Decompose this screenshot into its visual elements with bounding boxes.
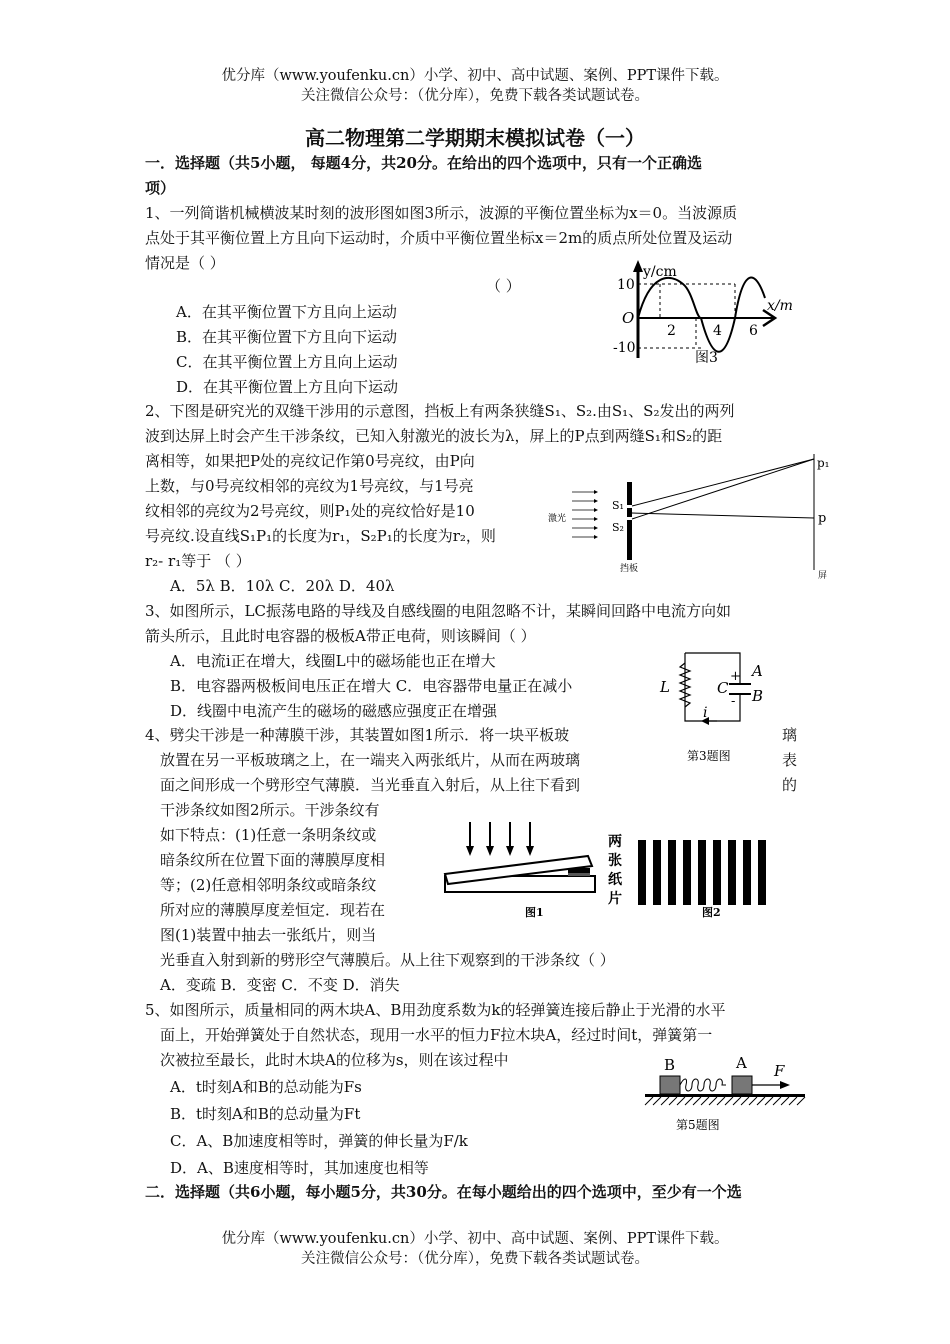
block-b <box>660 1076 680 1094</box>
q4-options: A．变疏 B．变密 C．不变 D．消失 <box>160 976 400 994</box>
barrier-bottom <box>627 520 632 560</box>
coil-icon <box>680 663 690 707</box>
header-line-1: 优分库（www.youfenku.cn）小学、初中、高中试题、案例、PPT课件下载。 <box>221 68 729 84</box>
fig1-label: 图1 <box>525 906 544 919</box>
spring-icon <box>680 1079 726 1091</box>
lc-caption: 第3题图 <box>687 749 731 763</box>
q4-text-2: 放置在另一平板玻璃之上，在一端夹入两张纸片，从而在两玻璃 <box>160 751 581 769</box>
q4-text-8: 所对应的薄膜厚度差恒定．现若在 <box>160 901 386 919</box>
s1-label: S₁ <box>612 499 624 512</box>
footer-line-2: 关注微信公众号：（优分库），免费下载各类试题试卷。 <box>301 1251 649 1267</box>
wave-tick-6: 6 <box>749 323 758 339</box>
q2-text-4: 上数，与0号亮纹相邻的亮纹为1号亮纹，与1号亮 <box>145 477 474 495</box>
q2-text-3: 离相等，如果把P处的亮纹记作第0号亮纹，由P向 <box>145 452 475 470</box>
q1-option-c: C．在其平衡位置上方且向上运动 <box>176 353 398 371</box>
q5-option-c: C．A、B加速度相等时，弹簧的伸长量为F/k <box>170 1132 468 1150</box>
board-label: 挡板 <box>620 564 639 574</box>
spring-label-f: F <box>774 1062 785 1080</box>
q1-option-b: B．在其平衡位置下方且向下运动 <box>176 328 398 346</box>
laser-label: 激光 <box>548 514 567 524</box>
q4-text-1-tail: 璃 <box>782 726 798 744</box>
q3-text-1: 3、如图所示，LC振荡电路的导线及自感线圈的电阻忽略不计，某瞬间回路中电流方向如 <box>145 602 731 620</box>
q4-text-4: 干涉条纹如图2所示。干涉条纹有 <box>160 801 380 819</box>
section2-heading: 二．选择题（共6小题，每小题5分，共30分。在每小题给出的四个选项中，至少有一个选 <box>145 1183 742 1201</box>
q3-text-2: 箭头所示，且此时电容器的极板A带正电荷，则该瞬间（ ） <box>145 627 536 645</box>
paper-strip-1 <box>568 868 590 873</box>
wedge-figure <box>440 818 770 923</box>
wave-caption: 图3 <box>695 350 718 366</box>
q3-option-a: A．电流i正在增大，线圈L中的磁场能也正在增大 <box>170 652 496 670</box>
p-label: p <box>818 511 827 526</box>
wave-ymin: -10 <box>613 340 636 356</box>
section1-heading: 一．选择题（共5小题， 每题4分，共20分。在给出的四个选项中，只有一个正确选 <box>145 154 702 172</box>
wave-ylabel: y/cm <box>643 264 677 280</box>
q4-text-1: 4、劈尖干涉是一种薄膜干涉，其装置如图1所示．将一块平板玻 <box>145 726 570 744</box>
q4-text-2-tail: 表 <box>782 751 798 769</box>
header-line-2: 关注微信公众号：（优分库），免费下载各类试题试卷。 <box>301 88 649 104</box>
q1-text-3: 情况是（ ） <box>145 254 225 272</box>
paper-label-1: 两 <box>608 834 622 850</box>
paper-label-3: 纸 <box>608 872 622 888</box>
q4-text-6: 暗条纹所在位置下面的薄膜厚度相 <box>160 851 386 869</box>
barrier-mid <box>627 508 632 517</box>
wave-curve <box>638 278 765 352</box>
q5-text-3: 次被拉至最长，此时木块A的位移为s，则在该过程中 <box>160 1051 509 1069</box>
q5-option-d: D．A、B速度相等时，其加速度也相等 <box>170 1159 429 1177</box>
wave-figure <box>605 258 800 370</box>
page-title: 高二物理第二学期期末模拟试卷（一） <box>305 126 645 150</box>
wave-origin: O <box>622 309 635 327</box>
spring-label-b: B <box>664 1056 676 1074</box>
q3-option-bc: B．电容器两极板间电压正在增大 C．电容器带电量正在减小 <box>170 677 573 695</box>
q4-text-5: 如下特点：(1)任意一条明条纹或 <box>160 826 377 844</box>
block-a <box>732 1076 752 1094</box>
lc-plus: + <box>730 669 741 684</box>
lc-B: B <box>752 687 764 705</box>
q2-text-5: 纹相邻的亮纹为2号亮纹，则P₁处的亮纹恰好是10 <box>145 502 475 520</box>
lc-minus: - <box>731 694 736 709</box>
q1-option-a: A．在其平衡位置下方且向上运动 <box>176 303 397 321</box>
q4-text-7: 等；(2)任意相邻明条纹或暗条纹 <box>160 876 377 894</box>
wave-tick-4: 4 <box>713 323 722 339</box>
p1-label: p₁ <box>817 456 830 470</box>
paper-label-2: 张 <box>608 853 622 869</box>
q5-text-2: 面上，开始弹簧处于自然状态，现用一水平的恒力F拉木块A，经过时间t，弹簧第一 <box>160 1026 713 1044</box>
q3-option-d: D．线圈中电流产生的磁场的磁感应强度正在增强 <box>170 702 498 720</box>
q2-text-7: r₂- r₁等于 （ ） <box>145 552 251 570</box>
q1-option-d: D．在其平衡位置上方且向下运动 <box>176 378 399 396</box>
q2-text-1: 2、下图是研究光的双缝干涉用的示意图，挡板上有两条狭缝S₁、S₂.由S₁、S₂发出的两列 <box>145 402 735 420</box>
q2-text-2: 波到达屏上时会产生干涉条纹，已知入射激光的波长为λ，屏上的P点到两缝S₁和S₂的距 <box>145 427 723 445</box>
paper-strip-2 <box>568 873 590 876</box>
screen-label: 屏 <box>818 571 828 581</box>
q4-text-9: 图(1)装置中抽去一张纸片，则当 <box>160 926 377 944</box>
q5-option-b: B．t时刻A和B的总动量为Ft <box>170 1105 361 1123</box>
q4-text-3-tail: 的 <box>782 776 798 794</box>
lc-i: i <box>703 705 708 721</box>
footer-line-1: 优分库（www.youfenku.cn）小学、初中、高中试题、案例、PPT课件下载。 <box>221 1231 729 1247</box>
q1-answer-paren: （ ） <box>486 277 521 295</box>
lc-C: C <box>717 679 729 697</box>
q4-text-3: 面之间形成一个劈形空气薄膜．当光垂直入射后，从上往下看到 <box>160 776 581 794</box>
fringes <box>638 840 766 905</box>
lc-A: A <box>752 662 763 680</box>
q1-text-2: 点处于其平衡位置上方且向下运动时，介质中平衡位置坐标x＝2m的质点所处位置及运动 <box>145 229 733 247</box>
q2-text-6: 号亮纹.设直线S₁P₁的长度为r₁，S₂P₁的长度为r₂，则 <box>145 527 496 545</box>
lc-circuit-figure <box>655 645 775 770</box>
spring-figure <box>640 1052 810 1137</box>
force-arrow-icon <box>780 1081 790 1089</box>
q4-text-10: 光垂直入射到新的劈形空气薄膜后。从上往下观察到的干涉条纹（ ） <box>160 951 615 969</box>
spring-label-a: A <box>736 1054 747 1072</box>
double-slit-figure <box>548 450 838 582</box>
barrier-top <box>627 482 632 505</box>
spring-caption: 第5题图 <box>676 1118 720 1132</box>
q2-options: A．5λ B．10λ C．20λ D．40λ <box>170 577 395 595</box>
fig2-label: 图2 <box>702 906 721 919</box>
paper-label-4: 片 <box>608 891 622 907</box>
wave-ymax: 10 <box>617 277 635 293</box>
s2-label: S₂ <box>612 521 624 534</box>
q5-option-a: A．t时刻A和B的总动能为Fs <box>170 1078 362 1096</box>
q1-text-1: 1、一列简谐机械横波某时刻的波形图如图3所示，波源的平衡位置坐标为x＝0。当波源质 <box>145 204 738 222</box>
q5-text-1: 5、如图所示，质量相同的两木块A、B用劲度系数为k的轻弹簧连接后静止于光滑的水平 <box>145 1001 726 1019</box>
wave-xlabel: x/m <box>767 298 793 314</box>
wave-tick-2: 2 <box>667 323 676 339</box>
lc-L: L <box>660 678 670 696</box>
section1-heading-cont: 项） <box>145 179 176 197</box>
